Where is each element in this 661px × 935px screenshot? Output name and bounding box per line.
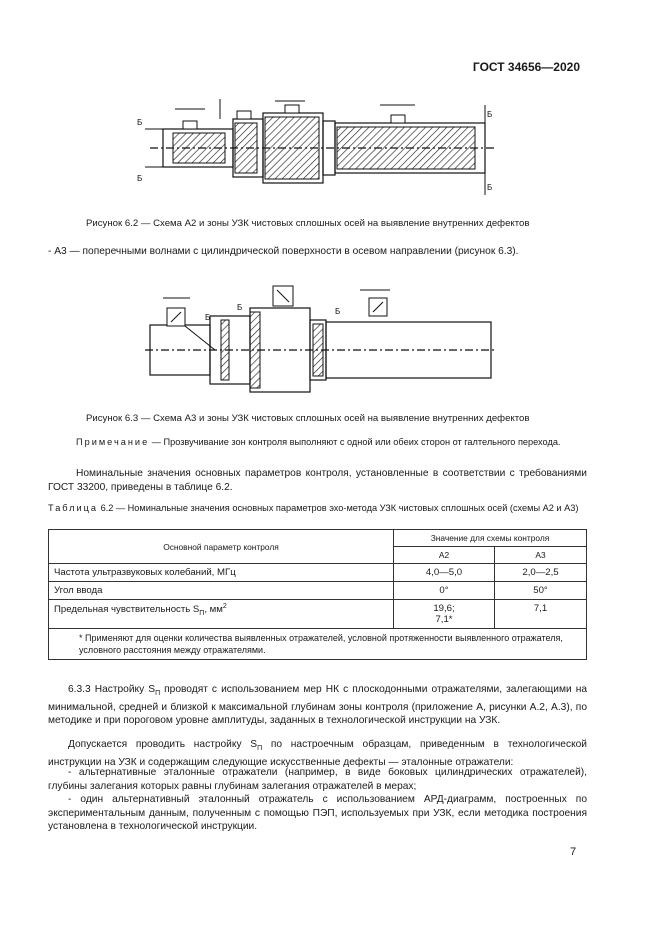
table-label: Таблица [48,503,99,513]
dim-label: Б [137,174,143,183]
row-a2: 0° [394,582,495,600]
dim-label: Б [137,118,143,127]
figure-6-2-drawing [125,95,505,205]
table-row [49,582,587,600]
parameters-table [48,529,587,660]
bullet-item: - один альтернативный эталонный отражатель с использованием АРД-диаграмм, построенных по экспериментальным данным, полученным с помощью ПЭП, используемых при УЗК, если методика построения установлена в технологической инструкции. [48,794,587,832]
table-footnote: * Применяют для оценки количества выявленных отражателей, условной протяженности выявленного отражателя, условного расстояния между отражателями. [49,629,587,660]
dim-label: Б [487,110,493,119]
note-label: Примечание [76,437,150,447]
note [48,436,587,449]
row-a2: 19,6; 7,1* [394,600,495,629]
paragraph-allow: Допускается проводить настройку $S_П$ по настроечным образцам, приведенным в технологической инструкции на УЗК и содержащим следующие искусственные дефекты — эталонные отражатели: [48,739,587,768]
note-text: — Прозвучивание зон контроля выполняют с одной или обеих сторон от галтельного перехода. [149,437,561,447]
page-number: 7 [570,846,577,858]
row-a2: 4,0—5,0 [394,564,495,582]
figure-6-3-drawing [145,280,495,400]
bullet-item: - альтернативные эталонные отражатели (например, в виде боковых цилиндрических отражателей), глубины залегания которых равны глубинам залегания отражателей в мерах; [48,767,587,792]
row-a3: 2,0—2,5 [495,564,587,582]
header-a2: А2 [394,547,495,564]
paragraph-6-3-3: 6.3.3 Настройку $S_П$ проводят с использованием мер НК с плоскодонными отражателями, залегающими на минимальной, средней и близкой к максимальной глубинам зоны контроля (приложение А, рисунки А.2, А.3), по методике и при пороговом уровне амплитуды, заданных в технологической инструкции на УЗК. [48,684,588,727]
header-param: Основной параметр контроля [49,530,394,564]
dim-label: Б [205,313,211,322]
table-title [48,502,587,515]
table-row [49,564,587,582]
header-value: Значение для схемы контроля [394,530,587,547]
table-row [49,600,587,629]
dim-label: Б [237,303,243,312]
a3-description: - А3 — поперечными волнами с цилиндрической поверхности в осевом направлении (рисунок 6.3). [48,246,519,257]
row-param: Угол ввода [49,582,394,600]
figure-6-3-caption: Рисунок 6.3 — Схема А3 и зоны УЗК чистовых сплошных осей на выявление внутренних дефектов [86,413,530,424]
dim-label: Б [335,307,341,316]
figure-6-2-caption: Рисунок 6.2 — Схема А2 и зоны УЗК чистовых сплошных осей на выявление внутренних дефектов [86,218,530,229]
row-a3: 7,1 [495,600,587,629]
row-param: Частота ультразвуковых колебаний, МГц [49,564,394,582]
row-a3: 50° [495,582,587,600]
nominal-paragraph: Номинальные значения основных параметров контроля, установленные в соответствии с требованиями ГОСТ 33200, приведены в таблице 6.2. [48,468,587,493]
header-a3: А3 [495,547,587,564]
row-param: Предельная чувствительность $S_П$, $мм^2$ [49,600,394,629]
document-id: ГОСТ 34656—2020 [472,60,580,74]
table-title-text: 6.2 — Номинальные значения основных параметров эхо-метода УЗК чистовых сплошных осей (схемы А2 и А3) [98,503,579,513]
dim-label: Б [487,183,493,192]
